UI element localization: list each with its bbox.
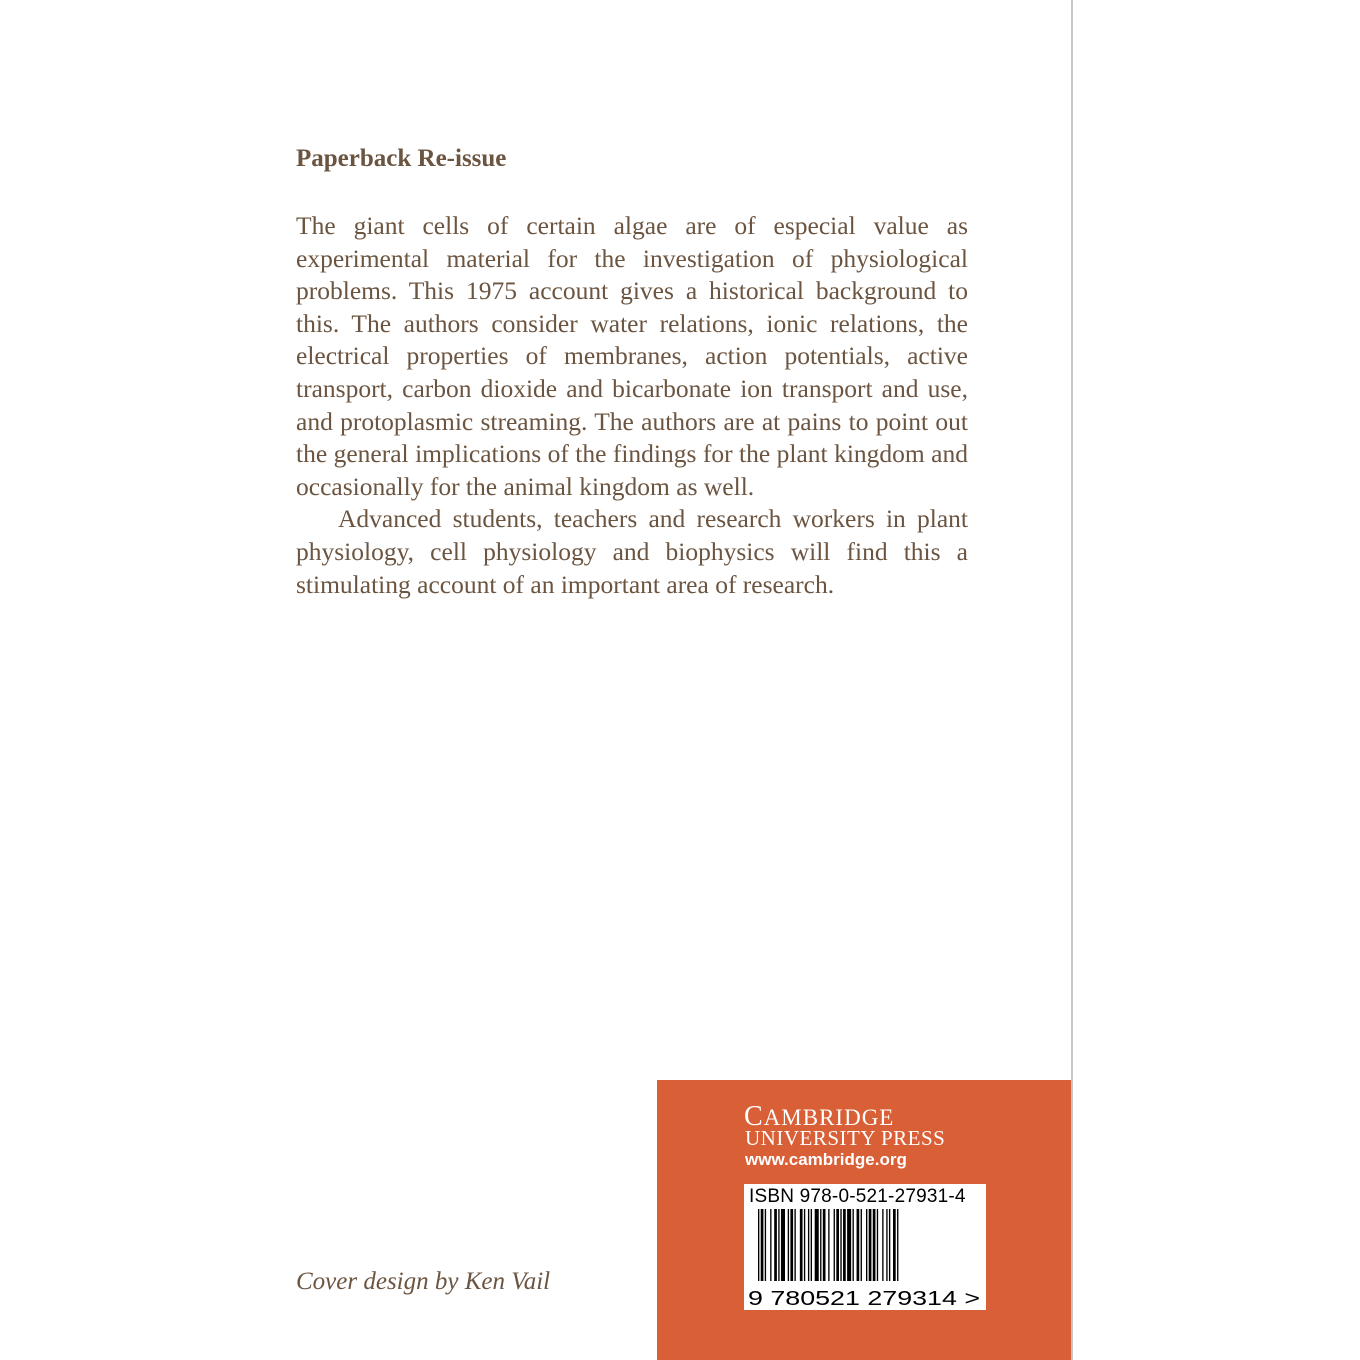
barcode-bar [820,1209,821,1281]
barcode-bar [804,1209,805,1281]
barcode-graphic [744,1207,986,1310]
barcode-bar [788,1209,789,1281]
barcode-bar [800,1209,803,1281]
barcode-bar [843,1209,846,1281]
barcode-bar [794,1209,795,1281]
barcode-bar [834,1209,835,1281]
barcode-bar [857,1209,860,1281]
page-margin [1073,0,1360,1360]
barcode-bar [781,1209,785,1281]
barcode-bar [758,1209,759,1281]
blurb-paragraph-2: Advanced students, teachers and research workers in plant physiology, cell physiology and biophysics will find this a stimulating account of an important area of research. [296,504,968,599]
barcode-bar [790,1209,793,1281]
barcode-bar [808,1209,809,1281]
barcode-bar [847,1209,851,1281]
barcode-bar [823,1209,826,1281]
barcode-bar [866,1209,867,1281]
barcode-bar [897,1209,898,1281]
barcode-bar [761,1209,764,1281]
publisher-name-rest: ambridge [763,1097,895,1133]
barcode-bar [815,1209,819,1281]
barcode-bar [840,1209,841,1281]
isbn-label: ISBN 978-0-521-27931-4 [749,1186,966,1207]
barcode-bar [811,1209,812,1281]
barcode-digits: 9 780521 279314 > [748,1288,980,1310]
barcode-bar [869,1209,872,1281]
barcode-bar [836,1209,839,1281]
blurb-paragraph-1: The giant cells of certain algae are of especial value as experimental material for the investigation of physiological problems. This 1975 account gives a historical background to this. The authors consider water relations, ionic relations, the electrical properties of membranes, action potentials, active transport, carbon dioxide and bicarbonate ion transport and use, and protoplasmic streaming. The authors are at pains to point out the general implications of the findings for the plant kingdom and occasionally for the animal kingdom as well. [296,211,968,501]
barcode-bar [853,1209,854,1281]
barcode-bar [893,1209,896,1281]
barcode-bar [774,1209,777,1281]
barcode-bar [886,1209,887,1281]
barcode-bar [828,1209,829,1281]
barcode-bar [889,1209,890,1281]
reissue-heading: Paperback Re-issue [296,145,507,172]
barcode-bar [765,1209,766,1281]
publisher-subtitle: UNIVERSITY PRESS [745,1126,946,1150]
blurb-text [296,210,968,601]
barcode-bar [778,1209,779,1281]
barcode-bar [861,1209,862,1281]
barcode-bar [877,1209,878,1281]
cover-design-credit: Cover design by Ken Vail [296,1268,551,1295]
barcode-bar [770,1209,771,1281]
barcode-bars [758,1209,898,1281]
barcode-bar [873,1209,876,1281]
publisher-url[interactable]: www.cambridge.org [745,1150,907,1169]
publisher-name-initial: c [744,1089,764,1134]
barcode-bar [882,1209,883,1281]
